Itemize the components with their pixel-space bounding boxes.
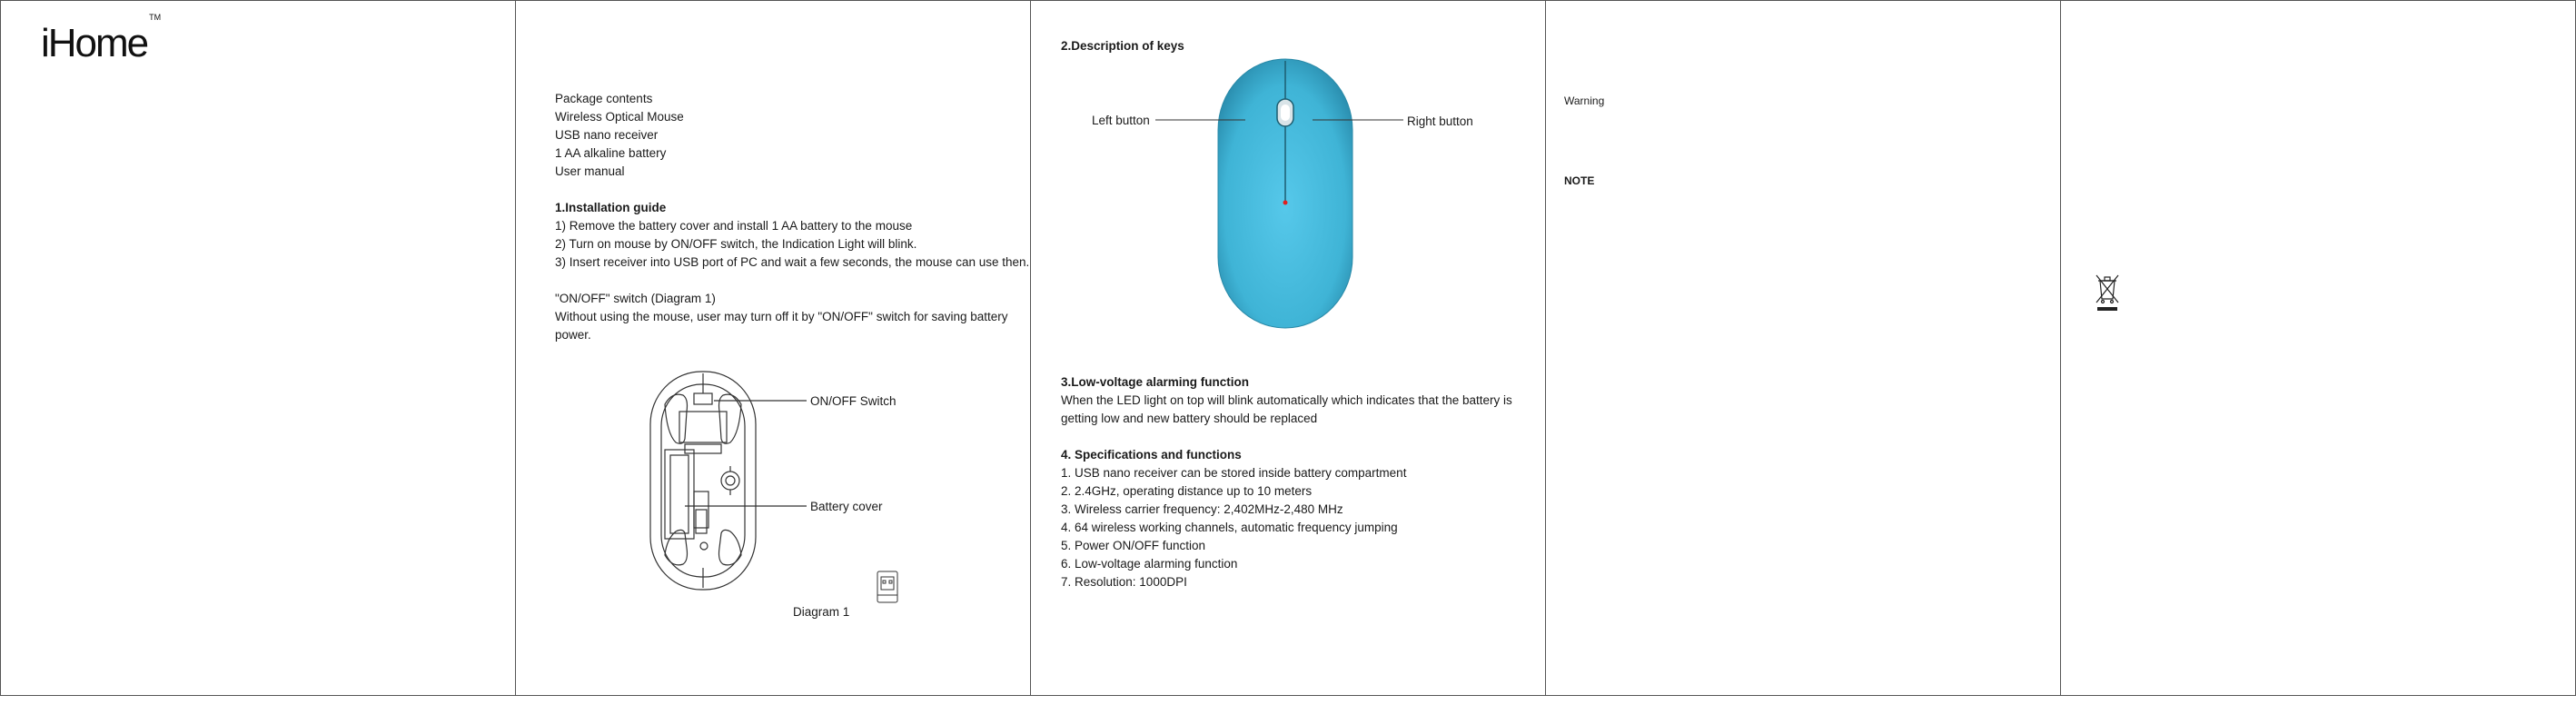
low-voltage-line: getting low and new battery should be replaced — [1061, 412, 1318, 425]
installation-step: 2) Turn on mouse by ON/OFF switch, the Indication Light will blink. — [555, 237, 917, 251]
package-item: Wireless Optical Mouse — [555, 110, 684, 124]
trademark-mark: TM — [149, 13, 162, 23]
low-voltage-heading: 3.Low-voltage alarming function — [1061, 375, 1250, 389]
mouse-underside-diagram — [516, 1, 1030, 695]
right-button-label: Right button — [1407, 114, 1473, 128]
specs-heading: 4. Specifications and functions — [1061, 448, 1242, 462]
crossed-bin-icon — [2061, 1, 2575, 695]
spec-item: 3. Wireless carrier frequency: 2,402MHz-2,480 MHz — [1061, 502, 1343, 516]
spec-item: 1. USB nano receiver can be stored inside battery compartment — [1061, 466, 1407, 480]
onoff-switch-label: ON/OFF Switch — [810, 394, 897, 408]
note-label: NOTE — [1564, 174, 1595, 187]
spec-item: 5. Power ON/OFF function — [1061, 539, 1206, 552]
switch-note-line: power. — [555, 328, 591, 342]
battery-cover-label: Battery cover — [810, 500, 883, 513]
panel-keys — [1031, 1, 1545, 695]
installation-heading: 1.Installation guide — [555, 201, 667, 214]
panel-cover — [1, 1, 515, 695]
spec-item: 2. 2.4GHz, operating distance up to 10 meters — [1061, 484, 1313, 498]
panel-warnings — [1546, 1, 2060, 695]
package-item: 1 AA alkaline battery — [555, 146, 667, 160]
left-button-label: Left button — [1092, 114, 1150, 127]
switch-heading: "ON/OFF" switch (Diagram 1) — [555, 292, 716, 305]
spec-item: 7. Resolution: 1000DPI — [1061, 575, 1187, 589]
panel-installation — [516, 1, 1030, 695]
package-item: User manual — [555, 164, 625, 178]
diagram1-caption: Diagram 1 — [793, 605, 850, 619]
installation-step: 1) Remove the battery cover and install 1 AA battery to the mouse — [555, 219, 913, 233]
package-heading: Package contents — [555, 92, 653, 105]
spec-item: 4. 64 wireless working channels, automatic frequency jumping — [1061, 521, 1398, 534]
led-indicator — [1283, 201, 1288, 205]
keys-heading: 2.Description of keys — [1061, 39, 1184, 53]
brand-logo — [41, 13, 162, 66]
warning-label: Warning — [1564, 94, 1605, 107]
spec-item: 6. Low-voltage alarming function — [1061, 557, 1238, 571]
logo-text: iHome — [41, 21, 148, 65]
switch-note-line: Without using the mouse, user may turn off it by "ON/OFF" switch for saving battery — [555, 310, 1008, 323]
installation-step: 3) Insert receiver into USB port of PC and wait a few seconds, the mouse can use then. — [555, 255, 1030, 269]
package-item: USB nano receiver — [555, 128, 659, 142]
low-voltage-line: When the LED light on top will blink automatically which indicates that the battery is — [1061, 393, 1512, 407]
panel-disposal — [2061, 1, 2575, 695]
